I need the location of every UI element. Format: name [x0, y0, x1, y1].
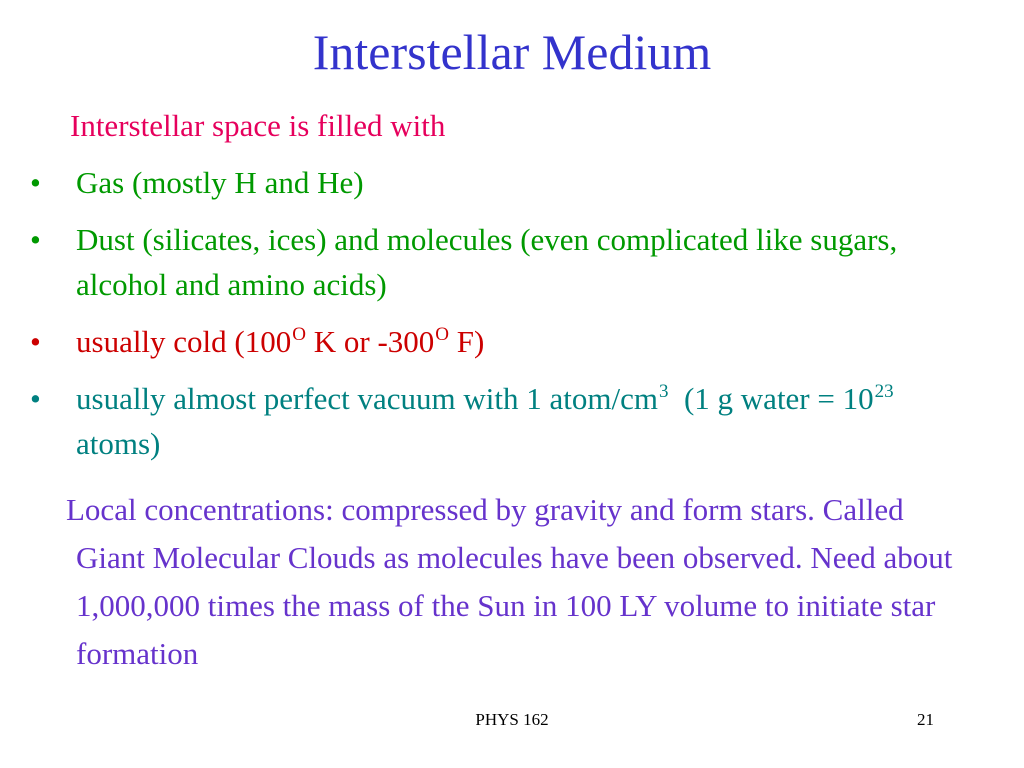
exponent-superscript: 3 [658, 381, 669, 402]
exponent-superscript: 23 [874, 381, 894, 402]
bullet-text-part: K or -300 [305, 324, 435, 359]
degree-superscript: O [292, 324, 306, 345]
bullet-marker: • [30, 381, 41, 416]
bullet-text-part: F) [449, 324, 485, 359]
bullet-marker: • [30, 324, 41, 359]
bullet-text: Dust (silicates, ices) and molecules (even complicated like sugars, alcohol and amino acids) [76, 222, 898, 302]
bullet-gas [30, 160, 970, 205]
bullet-marker: • [30, 165, 41, 200]
bullet-text-part: atoms) [76, 426, 161, 461]
degree-superscript: O [435, 324, 450, 345]
bullet-vacuum [30, 376, 970, 466]
bullet-temperature [30, 319, 970, 364]
intro-text: Interstellar space is filled with [70, 108, 446, 143]
closing-paragraph: Local concentrations: compressed by gravity and form stars. Called Giant Molecular Clouds as molecules have been observed. Need about 1,000,000 times the mass of the Sun in 100 LY volume to initiate star formation [66, 492, 953, 671]
footer-course-label: PHYS 162 [475, 710, 549, 729]
bullet-dust [30, 217, 970, 307]
bullet-text: Gas (mostly H and He) [76, 165, 364, 200]
bullet-text-part: usually cold (100 [76, 324, 292, 359]
bullet-text-part: (1 g water = 10 [668, 381, 874, 416]
bullet-text-part: usually almost perfect vacuum with 1 atom/cm [76, 381, 658, 416]
slide-title: Interstellar Medium [312, 24, 712, 80]
bullet-list [30, 160, 970, 478]
bullet-marker: • [30, 222, 41, 257]
footer-page-number: 21 [917, 710, 934, 729]
